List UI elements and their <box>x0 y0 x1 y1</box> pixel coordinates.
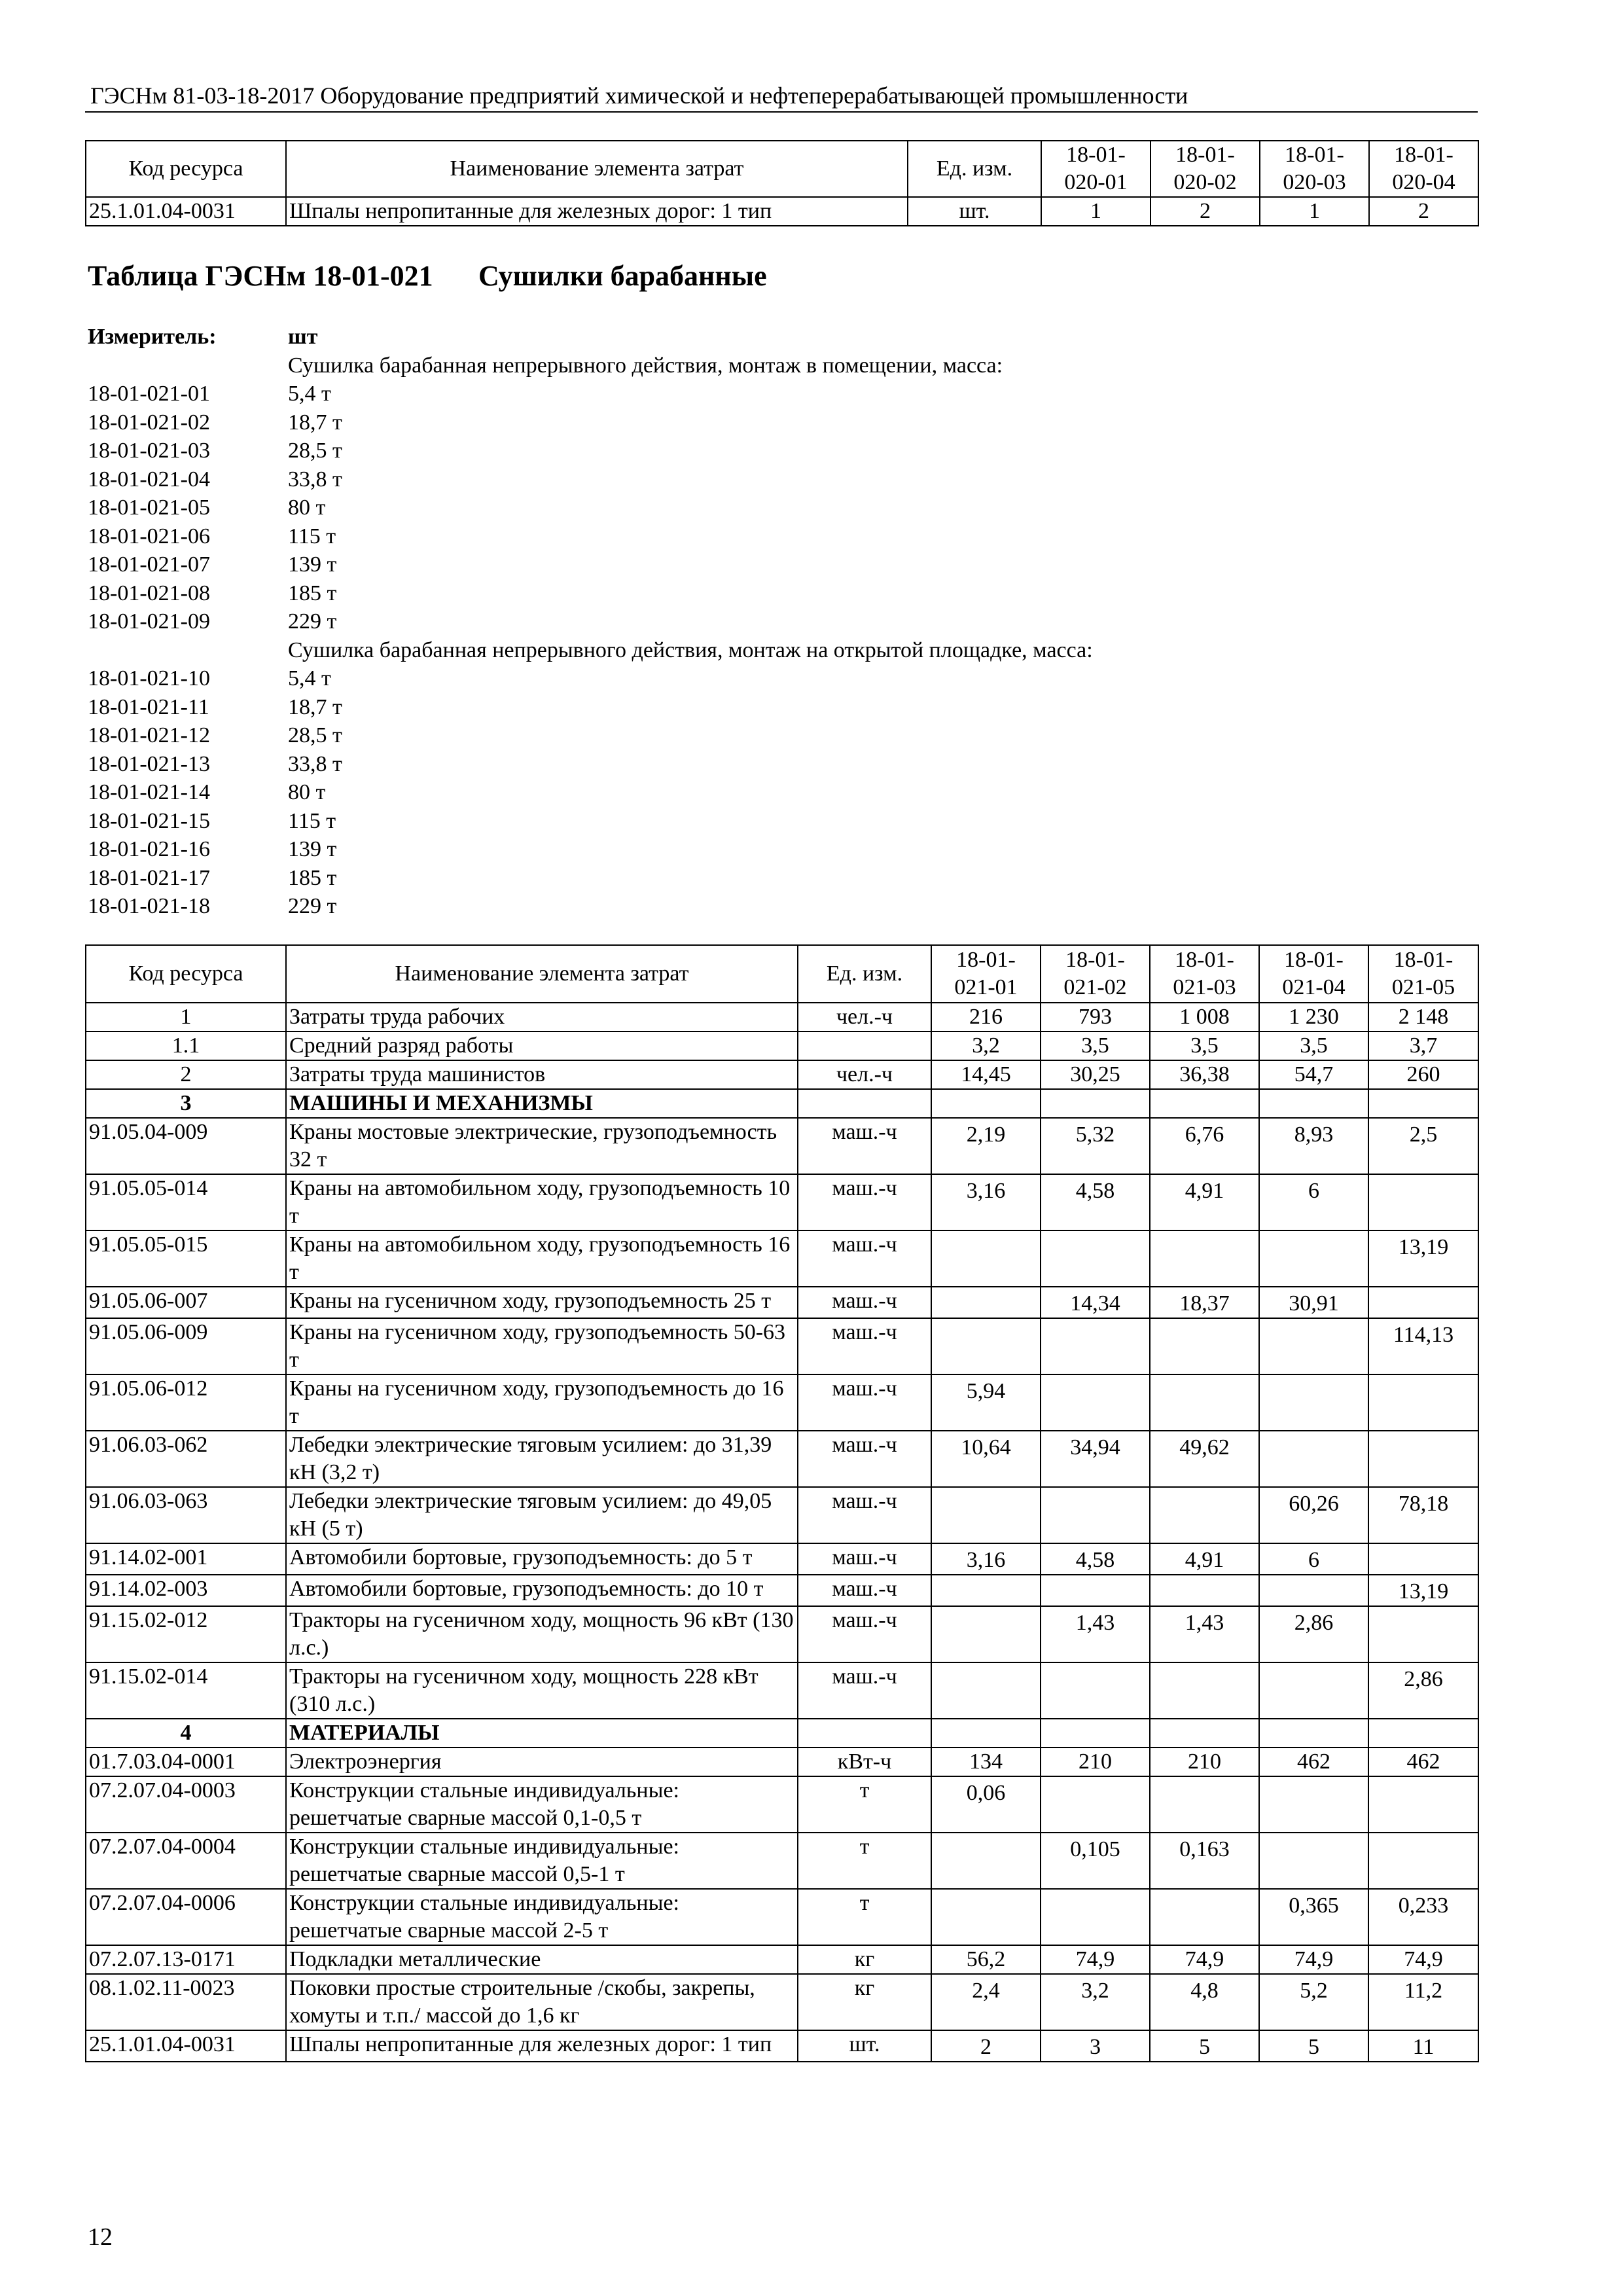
resource-code: 91.05.06-012 <box>86 1374 286 1431</box>
resource-unit: т <box>798 1889 931 1945</box>
resource-name: Тракторы на гусеничном ходу, мощность 228 кВт (310 л.с.) <box>286 1662 798 1719</box>
norm-value: 0,06 <box>931 1776 1041 1833</box>
resource-unit: маш.-ч <box>798 1230 931 1287</box>
norm-value: 4,58 <box>1041 1174 1150 1230</box>
table-row <box>86 1431 1478 1487</box>
norm-value <box>1041 1230 1150 1287</box>
column-header-norm: 18-01- 021-05 <box>1368 945 1478 1003</box>
resource-unit: кг <box>798 1974 931 2030</box>
norm-value: 0,233 <box>1368 1889 1478 1945</box>
norm-value: 10,64 <box>931 1431 1041 1487</box>
norm-value: 78,18 <box>1368 1487 1478 1543</box>
norm-value: 3,5 <box>1259 1031 1368 1060</box>
norm-value <box>1368 1719 1478 1748</box>
norm-mass: 5,4 т <box>288 382 331 406</box>
resource-code: 07.2.07.04-0004 <box>86 1833 286 1889</box>
resource-name: Поковки простые строительные /скобы, закрепы, хомуты и т.п./ массой до 1,6 кг <box>286 1974 798 2030</box>
norm-value <box>1150 1776 1259 1833</box>
resource-unit: маш.-ч <box>798 1543 931 1575</box>
table-row <box>86 1945 1478 1974</box>
resource-name: Краны мостовые электрические, грузоподъемность 32 т <box>286 1118 798 1174</box>
norm-code: 18-01-021-10 <box>88 666 210 691</box>
column-header-unit: Ед. изм. <box>798 945 931 1003</box>
table-row <box>86 2030 1478 2062</box>
table-row <box>86 1974 1478 2030</box>
norm-value <box>1041 1776 1150 1833</box>
column-header-code: Код ресурса <box>86 141 286 197</box>
resource-unit: маш.-ч <box>798 1575 931 1606</box>
norm-value: 462 <box>1368 1748 1478 1776</box>
norm-value <box>931 1889 1041 1945</box>
norm-value <box>1041 1719 1150 1748</box>
norm-value: 14,45 <box>931 1060 1041 1089</box>
norm-value <box>1259 1318 1368 1374</box>
table-row <box>86 1748 1478 1776</box>
norm-value: 2,86 <box>1368 1662 1478 1719</box>
resource-code: 01.7.03.04-0001 <box>86 1748 286 1776</box>
resource-unit: маш.-ч <box>798 1431 931 1487</box>
norm-value: 4,8 <box>1150 1974 1259 2030</box>
norm-value: 11 <box>1368 2030 1478 2062</box>
norm-code: 18-01-021-08 <box>88 581 210 605</box>
norm-value <box>1259 1662 1368 1719</box>
resource-unit: кг <box>798 1945 931 1974</box>
column-header-norm: 18-01- 021-01 <box>931 945 1041 1003</box>
norm-value: 11,2 <box>1368 1974 1478 2030</box>
norm-value: 4,91 <box>1150 1543 1259 1575</box>
norm-mass: 80 т <box>288 495 326 520</box>
norm-value: 4,91 <box>1150 1174 1259 1230</box>
resource-name: Конструкции стальные индивидуальные: решетчатые сварные массой 0,1-0,5 т <box>286 1776 798 1833</box>
norm-value: 74,9 <box>1041 1945 1150 1974</box>
norm-value: 0,365 <box>1259 1889 1368 1945</box>
resource-unit: т <box>798 1776 931 1833</box>
resource-unit: маш.-ч <box>798 1487 931 1543</box>
resource-name: Затраты труда рабочих <box>286 1003 798 1031</box>
norm-value: 30,25 <box>1041 1060 1150 1089</box>
group-description: Сушилка барабанная непрерывного действия, монтаж на открытой площадке, масса: <box>288 637 1093 662</box>
resource-code: 07.2.07.04-0006 <box>86 1889 286 1945</box>
table-number: Таблица ГЭСНм 18-01-021 <box>88 260 433 292</box>
norm-value: 3,5 <box>1150 1031 1259 1060</box>
norm-value: 13,19 <box>1368 1230 1478 1287</box>
norm-value: 54,7 <box>1259 1060 1368 1089</box>
resource-name: Автомобили бортовые, грузоподъемность: до 10 т <box>286 1575 798 1606</box>
norm-value: 0,105 <box>1041 1833 1150 1889</box>
resource-name: Краны на гусеничном ходу, грузоподъемность 25 т <box>286 1287 798 1318</box>
column-header-norm: 18-01- 021-04 <box>1259 945 1368 1003</box>
resource-code: 91.05.06-007 <box>86 1287 286 1318</box>
resource-code: 91.15.02-014 <box>86 1662 286 1719</box>
norm-value: 3,7 <box>1368 1031 1478 1060</box>
norm-value <box>1041 1487 1150 1543</box>
norm-code: 18-01-021-03 <box>88 439 210 463</box>
norm-value <box>931 1833 1041 1889</box>
measure-unit: шт <box>288 325 318 349</box>
resource-name: Краны на автомобильном ходу, грузоподъемность 10 т <box>286 1174 798 1230</box>
norm-value: 74,9 <box>1259 1945 1368 1974</box>
table-row <box>86 1662 1478 1719</box>
norm-value: 793 <box>1041 1003 1150 1031</box>
norm-value <box>1368 1287 1478 1318</box>
norm-value: 3,2 <box>1041 1974 1150 2030</box>
resource-unit: т <box>798 1833 931 1889</box>
norm-value: 1 230 <box>1259 1003 1368 1031</box>
norm-code: 18-01-021-15 <box>88 808 210 833</box>
norm-value: 2,86 <box>1259 1606 1368 1662</box>
norm-code: 18-01-021-06 <box>88 524 210 548</box>
norm-value <box>1150 1230 1259 1287</box>
resource-code: 08.1.02.11-0023 <box>86 1974 286 2030</box>
column-header-unit: Ед. изм. <box>908 141 1041 197</box>
resource-code: 91.14.02-001 <box>86 1543 286 1575</box>
norm-value <box>1259 1374 1368 1431</box>
norm-value: 1 008 <box>1150 1003 1259 1031</box>
norm-code: 18-01-021-17 <box>88 865 210 890</box>
table-name: Сушилки барабанные <box>478 260 767 292</box>
column-header-norm: 18-01- 020-03 <box>1260 141 1369 197</box>
table-row <box>86 1318 1478 1374</box>
table-row <box>86 1118 1478 1174</box>
table-row <box>86 1003 1478 1031</box>
norm-value: 3,2 <box>931 1031 1041 1060</box>
norm-code: 18-01-021-13 <box>88 751 210 776</box>
norm-code: 18-01-021-01 <box>88 382 210 406</box>
norm-mass: 229 т <box>288 894 337 918</box>
norm-value <box>1041 1662 1150 1719</box>
norm-value: 1 <box>1260 197 1369 226</box>
norm-value: 13,19 <box>1368 1575 1478 1606</box>
norm-value: 2 <box>931 2030 1041 2062</box>
norm-value <box>931 1318 1041 1374</box>
norm-value <box>1259 1575 1368 1606</box>
column-header-norm: 18-01- 020-02 <box>1150 141 1260 197</box>
norm-value: 74,9 <box>1368 1945 1478 1974</box>
norm-value <box>931 1575 1041 1606</box>
norm-mass: 139 т <box>288 837 337 861</box>
norm-mass: 115 т <box>288 808 336 833</box>
norm-value <box>931 1606 1041 1662</box>
norm-value <box>931 1662 1041 1719</box>
norm-value: 260 <box>1368 1060 1478 1089</box>
norm-value <box>931 1719 1041 1748</box>
resource-code: 91.06.03-063 <box>86 1487 286 1543</box>
norm-value <box>1150 1089 1259 1118</box>
norm-value <box>1259 1719 1368 1748</box>
norm-value: 2,19 <box>931 1118 1041 1174</box>
column-header-name: Наименование элемента затрат <box>286 141 908 197</box>
resource-unit: маш.-ч <box>798 1118 931 1174</box>
resource-unit: чел.-ч <box>798 1003 931 1031</box>
table-row <box>86 1487 1478 1543</box>
norm-value <box>1150 1487 1259 1543</box>
resource-name: Шпалы непропитанные для железных дорог: 1 тип <box>286 197 908 226</box>
resource-unit: шт. <box>908 197 1041 226</box>
norm-value: 210 <box>1041 1748 1150 1776</box>
norm-value: 49,62 <box>1150 1431 1259 1487</box>
norm-value: 1,43 <box>1150 1606 1259 1662</box>
norm-value <box>1259 1833 1368 1889</box>
resource-unit: маш.-ч <box>798 1374 931 1431</box>
norm-value: 134 <box>931 1748 1041 1776</box>
column-header-code: Код ресурса <box>86 945 286 1003</box>
column-header-norm: 18-01- 021-02 <box>1041 945 1150 1003</box>
norm-value <box>1041 1374 1150 1431</box>
norm-code: 18-01-021-11 <box>88 694 209 719</box>
norm-mass: 5,4 т <box>288 666 331 691</box>
table-row <box>86 1606 1478 1662</box>
table-row <box>86 1230 1478 1287</box>
resource-code: 91.05.04-009 <box>86 1118 286 1174</box>
norm-value: 2 <box>1150 197 1260 226</box>
norm-value <box>1368 1833 1478 1889</box>
norm-code: 18-01-021-16 <box>88 837 210 861</box>
resource-unit <box>798 1089 931 1118</box>
resource-name: Шпалы непропитанные для железных дорог: 1 тип <box>286 2030 798 2062</box>
resource-code: 91.15.02-012 <box>86 1606 286 1662</box>
norm-mass: 28,5 т <box>288 439 342 463</box>
norm-value <box>1150 1318 1259 1374</box>
table-row <box>86 1374 1478 1431</box>
column-header-name: Наименование элемента затрат <box>286 945 798 1003</box>
norm-value <box>1368 1776 1478 1833</box>
resource-code: 91.05.05-014 <box>86 1174 286 1230</box>
resource-code: 3 <box>86 1089 286 1118</box>
norm-value: 30,91 <box>1259 1287 1368 1318</box>
resource-name: Подкладки металлические <box>286 1945 798 1974</box>
resource-name: МАШИНЫ И МЕХАНИЗМЫ <box>286 1089 798 1118</box>
norm-value <box>931 1230 1041 1287</box>
norm-mass: 139 т <box>288 552 337 577</box>
norm-mass: 80 т <box>288 780 326 804</box>
norm-value: 1,43 <box>1041 1606 1150 1662</box>
norm-value: 5,2 <box>1259 1974 1368 2030</box>
norm-mass: 185 т <box>288 865 337 890</box>
resource-code: 25.1.01.04-0031 <box>86 197 286 226</box>
norm-value <box>1368 1606 1478 1662</box>
resource-code: 1 <box>86 1003 286 1031</box>
norm-value <box>931 1089 1041 1118</box>
resource-unit: маш.-ч <box>798 1174 931 1230</box>
column-header-norm: 18-01- 020-04 <box>1369 141 1478 197</box>
table-row <box>86 1174 1478 1230</box>
norm-value: 60,26 <box>1259 1487 1368 1543</box>
section-row <box>86 1089 1478 1118</box>
norm-mass: 229 т <box>288 609 337 634</box>
norm-code: 18-01-021-02 <box>88 410 210 435</box>
norm-value: 3 <box>1041 2030 1150 2062</box>
resource-code: 91.14.02-003 <box>86 1575 286 1606</box>
resource-name: Конструкции стальные индивидуальные: решетчатые сварные массой 0,5-1 т <box>286 1833 798 1889</box>
norm-value: 462 <box>1259 1748 1368 1776</box>
resource-code: 91.06.03-062 <box>86 1431 286 1487</box>
resource-unit: маш.-ч <box>798 1606 931 1662</box>
norm-value: 2,4 <box>931 1974 1041 2030</box>
resource-norms-table <box>85 944 1479 2062</box>
resource-code: 25.1.01.04-0031 <box>86 2030 286 2062</box>
norm-value <box>1368 1174 1478 1230</box>
column-header-norm: 18-01- 021-03 <box>1150 945 1259 1003</box>
norm-value: 114,13 <box>1368 1318 1478 1374</box>
continued-resource-table <box>85 140 1479 226</box>
norm-value <box>1150 1575 1259 1606</box>
resource-name: МАТЕРИАЛЫ <box>286 1719 798 1748</box>
norm-code: 18-01-021-14 <box>88 780 210 804</box>
resource-name: Средний разряд работы <box>286 1031 798 1060</box>
header-rule <box>85 111 1478 113</box>
norm-value: 74,9 <box>1150 1945 1259 1974</box>
norm-value <box>1041 1575 1150 1606</box>
resource-unit <box>798 1719 931 1748</box>
resource-name: Тракторы на гусеничном ходу, мощность 96 кВт (130 л.с.) <box>286 1606 798 1662</box>
norm-value: 3,16 <box>931 1543 1041 1575</box>
norm-value <box>1259 1776 1368 1833</box>
table-row <box>86 1543 1478 1575</box>
resource-name: Затраты труда машинистов <box>286 1060 798 1089</box>
norm-value: 1 <box>1041 197 1150 226</box>
norm-value: 34,94 <box>1041 1431 1150 1487</box>
norm-mass: 18,7 т <box>288 410 342 435</box>
resource-unit: маш.-ч <box>798 1662 931 1719</box>
page-number: 12 <box>88 2223 113 2251</box>
running-header: ГЭСНм 81-03-18-2017 Оборудование предприятий химической и нефтеперерабатывающей промышленности <box>90 82 1188 109</box>
norm-value <box>1368 1431 1478 1487</box>
resource-name: Краны на автомобильном ходу, грузоподъемность 16 т <box>286 1230 798 1287</box>
norm-value: 3,16 <box>931 1174 1041 1230</box>
norm-value <box>1259 1431 1368 1487</box>
norm-value: 14,34 <box>1041 1287 1150 1318</box>
norm-value: 216 <box>931 1003 1041 1031</box>
resource-code: 2 <box>86 1060 286 1089</box>
norm-value <box>931 1287 1041 1318</box>
norm-value <box>1368 1374 1478 1431</box>
resource-name: Конструкции стальные индивидуальные: решетчатые сварные массой 2-5 т <box>286 1889 798 1945</box>
norm-mass: 18,7 т <box>288 694 342 719</box>
norm-code: 18-01-021-04 <box>88 467 210 492</box>
resource-name: Краны на гусеничном ходу, грузоподъемность до 16 т <box>286 1374 798 1431</box>
resource-code: 1.1 <box>86 1031 286 1060</box>
norm-value <box>1368 1089 1478 1118</box>
norm-value: 5,94 <box>931 1374 1041 1431</box>
section-row <box>86 1719 1478 1748</box>
norm-value <box>1041 1318 1150 1374</box>
group-description: Сушилка барабанная непрерывного действия, монтаж в помещении, масса: <box>288 353 1003 378</box>
table-row <box>86 1575 1478 1606</box>
resource-unit: кВт-ч <box>798 1748 931 1776</box>
norm-value <box>1259 1089 1368 1118</box>
resource-code: 07.2.07.13-0171 <box>86 1945 286 1974</box>
norm-value <box>1150 1662 1259 1719</box>
norm-value: 18,37 <box>1150 1287 1259 1318</box>
norm-value <box>1259 1230 1368 1287</box>
norm-value: 5 <box>1150 2030 1259 2062</box>
norm-mass: 33,8 т <box>288 467 342 492</box>
norm-value <box>1041 1089 1150 1118</box>
resource-unit: шт. <box>798 2030 931 2062</box>
norm-value: 2,5 <box>1368 1118 1478 1174</box>
norm-value: 56,2 <box>931 1945 1041 1974</box>
resource-name: Электроэнергия <box>286 1748 798 1776</box>
table-row <box>86 1833 1478 1889</box>
norm-mass: 185 т <box>288 581 337 605</box>
norm-value: 8,93 <box>1259 1118 1368 1174</box>
table-row <box>86 1031 1478 1060</box>
norm-code: 18-01-021-12 <box>88 723 210 747</box>
norm-value <box>1150 1719 1259 1748</box>
norm-value: 0,163 <box>1150 1833 1259 1889</box>
norm-mass: 33,8 т <box>288 751 342 776</box>
resource-name: Краны на гусеничном ходу, грузоподъемность 50-63 т <box>286 1318 798 1374</box>
resource-name: Лебедки электрические тяговым усилием: до 49,05 кН (5 т) <box>286 1487 798 1543</box>
resource-name: Лебедки электрические тяговым усилием: до 31,39 кН (3,2 т) <box>286 1431 798 1487</box>
resource-code: 91.05.06-009 <box>86 1318 286 1374</box>
norm-value: 2 148 <box>1368 1003 1478 1031</box>
norm-value <box>1041 1889 1150 1945</box>
norm-mass: 115 т <box>288 524 336 548</box>
resource-unit <box>798 1031 931 1060</box>
norm-value: 6,76 <box>1150 1118 1259 1174</box>
column-header-norm: 18-01- 020-01 <box>1041 141 1150 197</box>
norm-code: 18-01-021-05 <box>88 495 210 520</box>
norm-value: 36,38 <box>1150 1060 1259 1089</box>
norm-value: 2 <box>1369 197 1478 226</box>
norm-value <box>931 1487 1041 1543</box>
norm-code: 18-01-021-09 <box>88 609 210 634</box>
measure-label: Измеритель: <box>88 325 217 349</box>
norm-value <box>1368 1543 1478 1575</box>
table-row <box>86 1060 1478 1089</box>
norm-value: 5,32 <box>1041 1118 1150 1174</box>
table-row <box>86 1889 1478 1945</box>
norm-code: 18-01-021-18 <box>88 894 210 918</box>
resource-unit: маш.-ч <box>798 1287 931 1318</box>
resource-code: 4 <box>86 1719 286 1748</box>
resource-code: 91.05.05-015 <box>86 1230 286 1287</box>
norm-value: 4,58 <box>1041 1543 1150 1575</box>
norm-mass: 28,5 т <box>288 723 342 747</box>
resource-unit: маш.-ч <box>798 1318 931 1374</box>
table-row <box>86 1776 1478 1833</box>
norm-value: 6 <box>1259 1543 1368 1575</box>
norm-value <box>1150 1374 1259 1431</box>
norm-value: 5 <box>1259 2030 1368 2062</box>
resource-unit: чел.-ч <box>798 1060 931 1089</box>
norm-value: 210 <box>1150 1748 1259 1776</box>
norm-value: 3,5 <box>1041 1031 1150 1060</box>
resource-code: 07.2.07.04-0003 <box>86 1776 286 1833</box>
norm-value: 6 <box>1259 1174 1368 1230</box>
norm-code: 18-01-021-07 <box>88 552 210 577</box>
table-row <box>86 1287 1478 1318</box>
resource-name: Автомобили бортовые, грузоподъемность: до 5 т <box>286 1543 798 1575</box>
table-title <box>88 259 767 293</box>
norm-value <box>1150 1889 1259 1945</box>
